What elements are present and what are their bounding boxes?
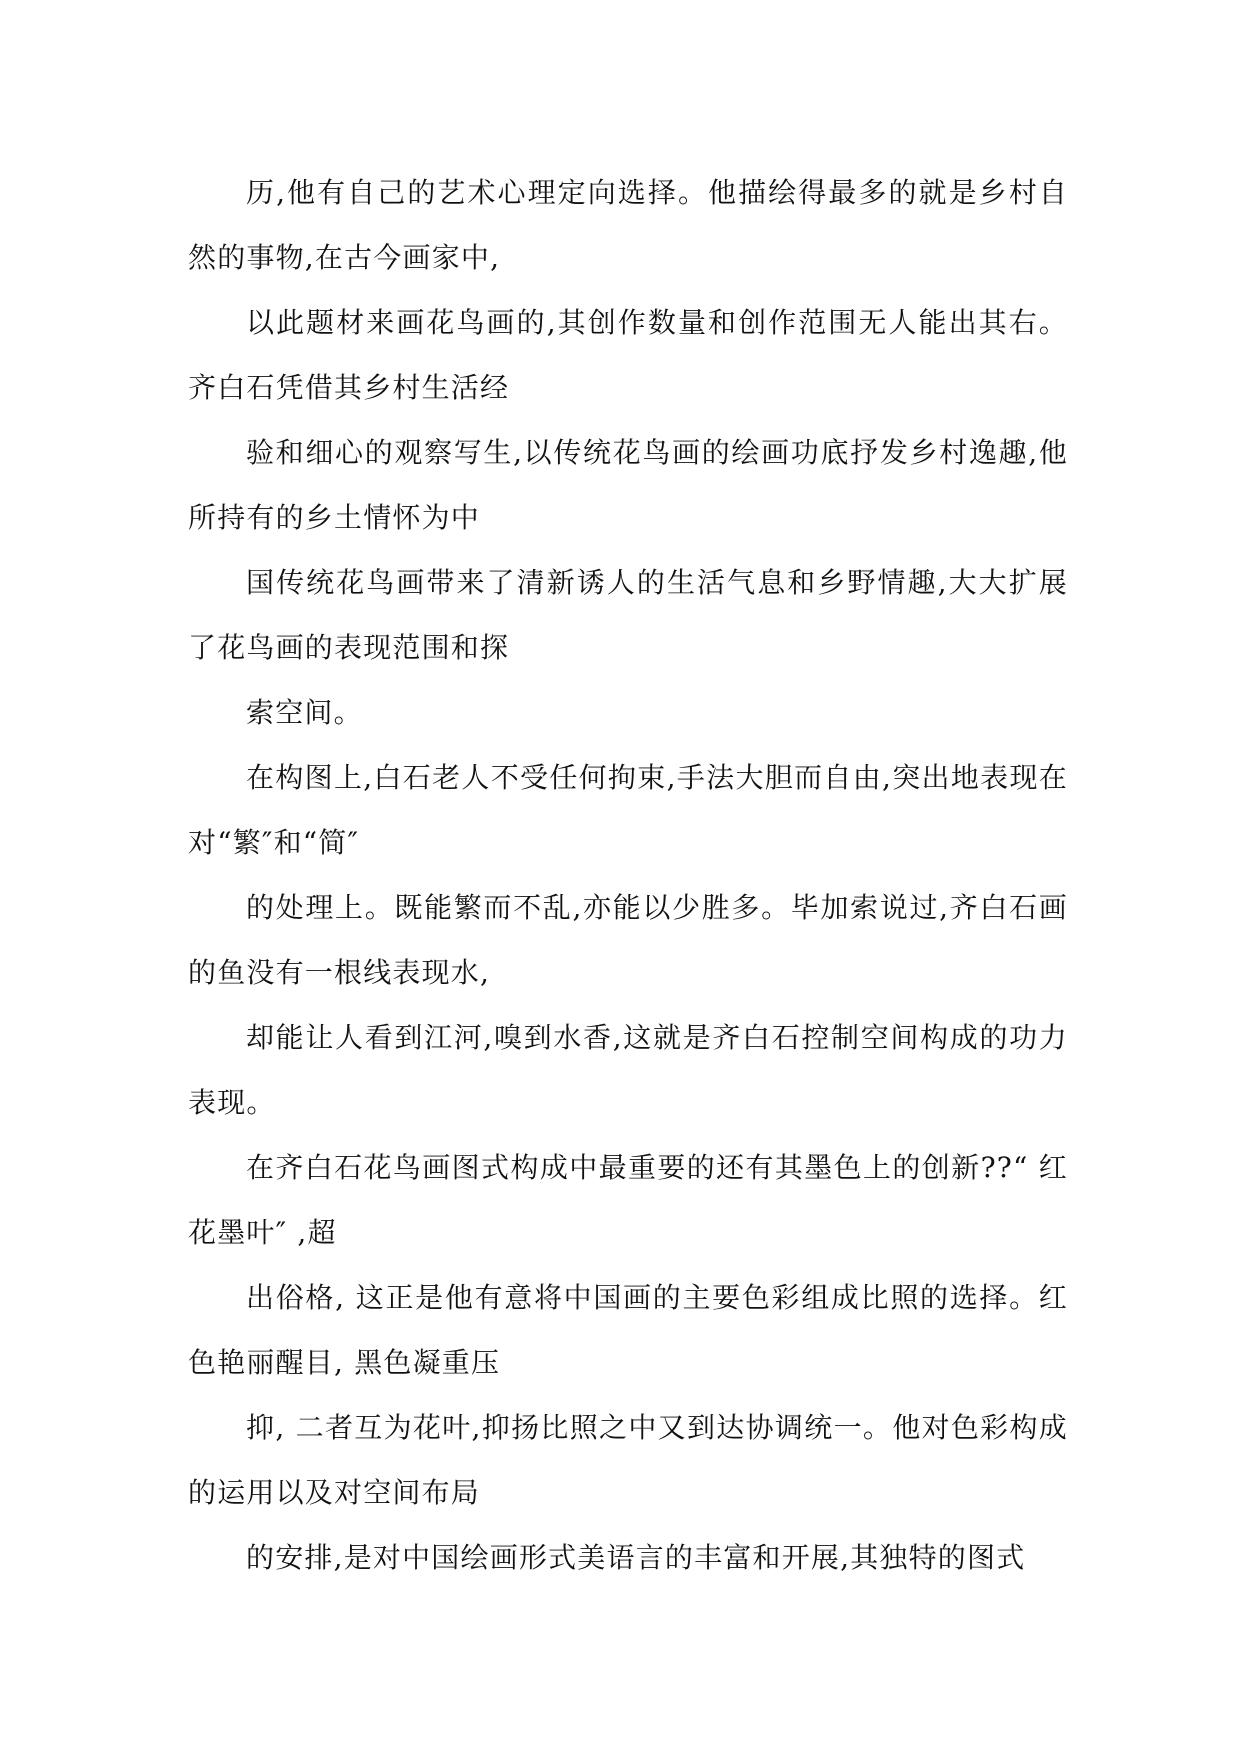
paragraph-5: 索空间。 <box>246 696 363 729</box>
paragraph-11: 抑, 二者互为花叶,抑扬比照之中又到达协调统一。他对色彩构成的运用以及对空间布局 <box>188 1411 1068 1509</box>
paragraph-3: 验和细心的观察写生,以传统花鸟画的绘画功底抒发乡村逸趣,他所持有的乡土情怀为中 <box>188 436 1068 534</box>
body-text <box>188 160 1068 1590</box>
paragraph-6: 在构图上,白石老人不受任何拘束,手法大胆而自由,突出地表现在对“繁″和“简″ <box>188 761 1068 859</box>
paragraph-7: 的处理上。既能繁而不乱,亦能以少胜多。毕加索说过,齐白石画的鱼没有一根线表现水, <box>188 891 1068 989</box>
paragraph-10: 出俗格, 这正是他有意将中国画的主要色彩组成比照的选择。红色艳丽醒目, 黑色凝重压 <box>188 1281 1068 1379</box>
paragraph-12: 的安排,是对中国绘画形式美语言的丰富和开展,其独特的图式 <box>246 1541 1026 1574</box>
paragraph-4: 国传统花鸟画带来了清新诱人的生活气息和乡野情趣,大大扩展了花鸟画的表现范围和探 <box>188 566 1068 664</box>
paragraph-8: 却能让人看到江河,嗅到水香,这就是齐白石控制空间构成的功力表现。 <box>188 1021 1068 1119</box>
paragraph-1: 历,他有自己的艺术心理定向选择。他描绘得最多的就是乡村自然的事物,在古今画家中, <box>188 176 1068 274</box>
paragraph-9: 在齐白石花鸟画图式构成中最重要的还有其墨色上的创新??“ 红花墨叶″ ,超 <box>188 1151 1068 1249</box>
paragraph-2: 以此题材来画花鸟画的,其创作数量和创作范围无人能出其右。齐白石凭借其乡村生活经 <box>188 306 1068 404</box>
